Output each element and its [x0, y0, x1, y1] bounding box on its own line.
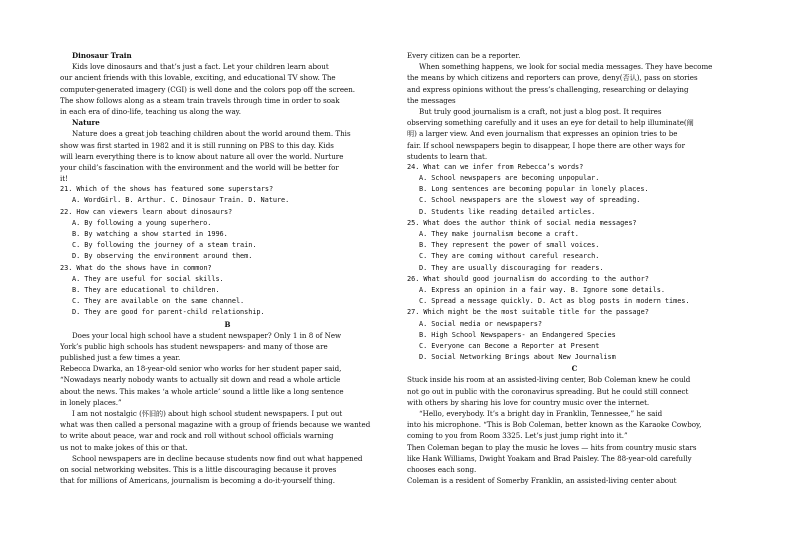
paragraph-line: published just a few times a year. [60, 353, 181, 363]
paragraph-line: the means by which citizens and reporters can prove, deny(否认), pass on stories [407, 73, 698, 83]
paragraph-line: students to learn that. [407, 151, 488, 161]
paragraph-line: fair. If school newspapers begin to disappear, I hope there are other ways for [407, 140, 685, 150]
question-22-option-c: C. By following the journey of a steam train. [72, 241, 257, 250]
section-heading-c: C [571, 364, 578, 374]
right-column [407, 50, 742, 486]
paragraph-line: The show follows along as a steam train travels through time in order to soak [60, 95, 340, 105]
question-23-option-a: A. They are useful for social skills. [72, 274, 224, 283]
paragraph-line: like Hank Williams, Dwight Yoakam and Brad Paisley. The 88-year-old carefully [407, 453, 692, 463]
paragraph-line: observing something carefully and it uses an eye for detail to help illuminate(阐 [407, 118, 694, 128]
question-24-stem: 24. What can we infer from Rebecca’s words? [407, 162, 584, 171]
paragraph-line: York’s public high schools has student newspapers- and many of those are [60, 341, 328, 351]
paragraph-line: Coleman is a resident of Somerby Franklin, an assisted-living center about [407, 476, 677, 486]
paragraph-line: not go out in public with the coronavirus spreading. But he could still connect [407, 386, 689, 396]
question-27-option-b: B. High School Newspapers- an Endangered Species [419, 330, 616, 339]
paragraph-line: 明) a larger view. And even journalism that expresses an opinion tries to be [407, 129, 678, 139]
paragraph-line: that for millions of Americans, journalism is becoming a do-it-yourself thing. [60, 476, 335, 486]
paragraph-line: coming to you from Room 3325. Let’s just jump right into it.” [407, 431, 628, 441]
paragraph-line: computer-generated imagery (CGI) is well done and the colors pop off the screen. [60, 84, 356, 94]
question-23-option-d: D. They are good for parent-child relationship. [72, 308, 265, 317]
paragraph-line: show was first started in 1982 and it is still running on PBS to this day. Kids [60, 140, 334, 150]
paragraph-line: Every citizen can be a reporter. [407, 51, 521, 60]
paragraph-line: Nature does a great job teaching children about the world around them. This [72, 129, 351, 139]
question-22-stem: 22. How can viewers learn about dinosaurs? [60, 207, 233, 216]
paragraph-line: Kids love dinosaurs and that’s just a fact. Let your children learn about [72, 62, 329, 72]
paragraph-line: I am not nostalgic (怀旧的) about high school student newspapers. I put out [72, 409, 343, 418]
question-25-option-c: C. They are coming without careful research. [419, 252, 600, 261]
question-22-option-b: B. By watching a show started in 1996. [72, 230, 228, 238]
paragraph-line: about the news. This makes ‘a whole article’ sound a little like a long sentence [60, 386, 344, 396]
paragraph-line: will learn everything there is to know about nature all over the world. Nurture [60, 151, 344, 161]
paragraph-line: Stuck inside his room at an assisted-living center, Bob Coleman knew he could [407, 375, 691, 385]
paragraph-line: your child’s fascination with the environment and the world will be better for [60, 162, 339, 172]
question-25-option-b: B. They represent the power of small voices. [419, 241, 600, 250]
question-27-option-c: C. Everyone can Become a Reporter at Present [419, 341, 600, 350]
left-column [60, 50, 395, 486]
paragraph-line: School newspapers are in decline because students now find out what happened [72, 453, 363, 463]
question-22-option-d: D. By observing the environment around them. [72, 252, 253, 261]
question-24-option-d: D. Students like reading detailed articles. [419, 207, 596, 216]
heading-nature: Nature [72, 118, 100, 128]
paragraph-line: what was then called a personal magazine with a group of friends because we wanted [60, 420, 371, 430]
paragraph-line: Rebecca Dwarka, an 18-year-old senior who works for her student paper said, [60, 364, 342, 374]
passage-title-dinosaur-train: Dinosaur Train [72, 51, 132, 60]
section-heading-b: B [224, 319, 231, 329]
paragraph-line: in lonely places.” [60, 397, 122, 407]
paragraph-line: with others by sharing his love for country music over the internet. [407, 397, 650, 407]
paragraph-line: us not to make jokes of this or that. [60, 442, 188, 452]
paragraph-line: chooses each song. [407, 464, 477, 474]
question-23-option-b: B. They are educational to children. [72, 285, 220, 294]
paragraph-line: the messages [407, 95, 456, 105]
paragraph-line: “Nowadays nearly nobody wants to actually sit down and read a whole article [60, 375, 341, 385]
paragraph-line: Then Coleman began to play the music he loves — hits from country music stars [407, 442, 697, 452]
question-27-stem: 27. Which might be the most suitable title for the passage? [407, 308, 649, 317]
question-26-stem: 26. What should good journalism do according to the author? [407, 274, 649, 283]
paragraph-line: When something happens, we look for social media messages. They have become [419, 62, 713, 72]
paragraph-line: “Hello, everybody. It’s a bright day in Franklin, Tennessee,” he said [419, 409, 663, 418]
question-21-options: A. WordGirl. B. Arthur. C. Dinosaur Train. D. Nature. [72, 196, 290, 205]
question-24-option-a: A. School newspapers are becoming unpopular. [419, 174, 600, 183]
question-22-option-a: A. By following a young superhero. [72, 218, 212, 227]
question-24-option-c: C. School newspapers are the slowest way of spreading. [419, 196, 641, 205]
paragraph-line: in each era of dino-life, teaching us along the way. [60, 106, 242, 116]
paragraph-line: and express opinions without the press’s challenging, researching or delaying [407, 84, 689, 94]
paragraph-line: into his microphone. “This is Bob Coleman, better known as the Karaoke Cowboy, [407, 420, 702, 430]
question-23-option-c: C. They are available on the same channel. [72, 297, 245, 306]
paragraph-line: on social networking websites. This is a little discouraging because it proves [60, 464, 337, 474]
question-24-option-b: B. Long sentences are becoming popular in lonely places. [419, 185, 649, 194]
paragraph-line: Does your local high school have a student newspaper? Only 1 in 8 of New [72, 330, 342, 340]
question-27-option-d: D. Social Networking Brings about New Journalism [419, 353, 616, 362]
paragraph-line: to write about peace, war and rock and roll without school officials warning [60, 431, 334, 441]
question-26-options-cd: C. Spread a message quickly. D. Act as blog posts in modern times. [419, 297, 690, 306]
question-27-option-a: A. Social media or newspapers? [419, 319, 542, 328]
question-23-stem: 23. What do the shows have in common? [60, 263, 212, 272]
question-25-option-a: A. They make journalism become a craft. [419, 230, 579, 238]
paragraph-line: our ancient friends with this lovable, exciting, and educational TV show. The [60, 73, 336, 83]
question-25-option-d: D. They are usually discouraging for readers. [419, 263, 604, 272]
question-26-options-ab: A. Express an opinion in a fair way. B. Ignore some details. [419, 285, 665, 294]
question-25-stem: 25. What does the author think of social media messages? [407, 218, 637, 227]
paragraph-line: it! [60, 174, 68, 184]
question-21-stem: 21. Which of the shows has featured some superstars? [60, 185, 274, 194]
paragraph-line: But truly good journalism is a craft, not just a blog post. It requires [419, 106, 662, 116]
